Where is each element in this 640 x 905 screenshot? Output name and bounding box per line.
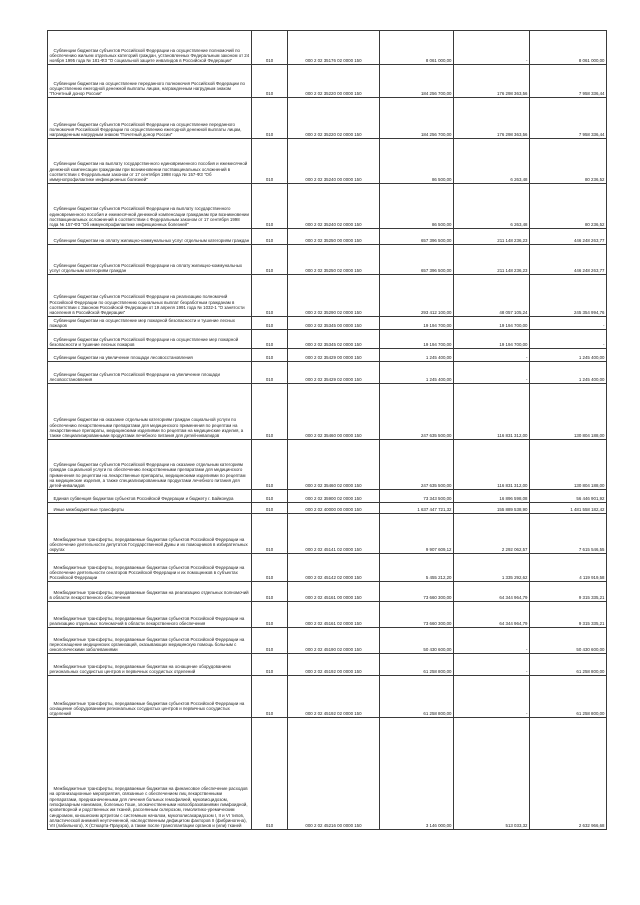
row-name-cell: Межбюджетные трансферты, передаваемые бюджетам субъектов Российской Федерации на обеспечение деятельности депутатов Государственной Думы и их помощников в избирательных округах <box>48 514 252 554</box>
row-unexecuted-amount-cell: 9 315 335,21 <box>530 582 607 602</box>
table-row <box>48 676 607 718</box>
row-approved-amount-cell: 293 412 100,00 <box>380 275 454 317</box>
row-executed-amount-cell: 1 335 292,62 <box>454 554 530 582</box>
row-line-code-cell: 010 <box>252 229 288 245</box>
row-unexecuted-amount-cell: 50 430 600,00 <box>530 628 607 654</box>
row-approved-amount-cell: 184 256 700,00 <box>380 98 454 139</box>
row-line-code-cell: 010 <box>252 65 288 98</box>
row-line-code-cell: 010 <box>252 245 288 275</box>
row-executed-amount-cell: - <box>454 349 530 362</box>
row-approved-amount-cell: 86 500,00 <box>380 139 454 184</box>
row-approved-amount-cell: 73 343 500,00 <box>380 490 454 503</box>
row-unexecuted-amount-cell: 9 315 335,21 <box>530 602 607 628</box>
row-unexecuted-amount-cell: 7 958 336,44 <box>530 65 607 98</box>
table-row <box>48 582 607 602</box>
row-executed-amount-cell: 211 148 236,23 <box>454 229 530 245</box>
row-unexecuted-amount-cell: 1 481 558 182,42 <box>530 503 607 514</box>
row-budget-code-cell: 000 2 02 35345 02 0000 150 <box>288 330 380 349</box>
table-row <box>48 184 607 229</box>
row-executed-amount-cell: 6 263,48 <box>454 184 530 229</box>
row-line-code-cell: 010 <box>252 440 288 490</box>
row-name-cell: Иные межбюджетные трансферты <box>48 503 252 514</box>
row-line-code-cell: 010 <box>252 317 288 330</box>
row-budget-code-cell: 000 2 02 45142 02 0000 150 <box>288 554 380 582</box>
row-unexecuted-amount-cell: 4 119 919,58 <box>530 554 607 582</box>
table-row <box>48 718 607 830</box>
row-unexecuted-amount-cell: 1 245 400,00 <box>530 349 607 362</box>
row-approved-amount-cell: 1 245 400,00 <box>380 349 454 362</box>
row-approved-amount-cell: 19 194 700,00 <box>380 317 454 330</box>
row-name-cell: Субвенции бюджетам субъектов Российской Федерации на осуществление мер пожарной безопасности и тушение лесных пожаров <box>48 330 252 349</box>
row-budget-code-cell: 000 2 02 35429 00 0000 150 <box>288 349 380 362</box>
row-approved-amount-cell: 657 396 500,00 <box>380 229 454 245</box>
row-executed-amount-cell: - <box>454 31 530 65</box>
row-budget-code-cell: 000 2 02 45216 00 0000 150 <box>288 718 380 830</box>
row-unexecuted-amount-cell: 80 236,52 <box>530 139 607 184</box>
row-name-cell: Субвенции бюджетам субъектов Российской Федерации на выплату государственного единовременного пособия и ежемесячной денежной компенсации гражданам при возникновении поствакцинальных осложнений в соответствии с Федеральным законом от 17 сентября 1998 года № 157-ФЗ "Об иммунопрофилактике инфекционных болезней" <box>48 184 252 229</box>
row-approved-amount-cell: 247 635 500,00 <box>380 384 454 440</box>
row-unexecuted-amount-cell: 61 258 800,00 <box>530 676 607 718</box>
row-budget-code-cell: 000 2 02 45141 02 0000 150 <box>288 514 380 554</box>
table-row <box>48 440 607 490</box>
row-line-code-cell: 010 <box>252 676 288 718</box>
row-executed-amount-cell: 16 896 598,08 <box>454 490 530 503</box>
table-row <box>48 554 607 582</box>
row-line-code-cell: 010 <box>252 31 288 65</box>
row-executed-amount-cell: 64 344 964,79 <box>454 602 530 628</box>
row-approved-amount-cell: 86 500,00 <box>380 184 454 229</box>
row-name-cell: Субвенции бюджетам субъектов Российской Федерации на оплату жилищно-коммунальных услуг отдельным категориям граждан <box>48 245 252 275</box>
row-budget-code-cell: 000 2 02 45192 02 0000 150 <box>288 676 380 718</box>
row-executed-amount-cell: - <box>454 628 530 654</box>
table-row <box>48 602 607 628</box>
row-name-cell: Межбюджетные трансферты, передаваемые бюджетам на оснащение оборудованием региональных сосудистых центров и первичных сосудистых отделений <box>48 654 252 676</box>
row-name-cell: Межбюджетные трансферты, передаваемые бюджетам субъектов Российской Федерации на переоснащение медицинских организаций, оказывающих медицинскую помощь больным с онкологическими заболеваниями <box>48 628 252 654</box>
row-approved-amount-cell: 1 637 447 721,32 <box>380 503 454 514</box>
row-unexecuted-amount-cell: 8 061 000,00 <box>530 31 607 65</box>
row-unexecuted-amount-cell: 80 236,52 <box>530 184 607 229</box>
row-budget-code-cell: 000 2 02 35220 02 0000 150 <box>288 98 380 139</box>
row-line-code-cell: 010 <box>252 349 288 362</box>
row-unexecuted-amount-cell: 56 446 901,92 <box>530 490 607 503</box>
row-executed-amount-cell: 513 033,32 <box>454 718 530 830</box>
table-row <box>48 31 607 65</box>
table-row <box>48 654 607 676</box>
row-budget-code-cell: 000 2 02 35290 02 0000 150 <box>288 275 380 317</box>
row-approved-amount-cell: 5 455 212,20 <box>380 554 454 582</box>
row-name-cell: Субвенции бюджетам субъектов Российской Федерации на осуществление полномочий по обеспечению жильем отдельных категорий граждан, установленных Федеральным законом от 24 ноября 1995 года № 181-ФЗ "О социальной защите инвалидов в Российской Федерации" <box>48 31 252 65</box>
row-executed-amount-cell: 176 298 363,56 <box>454 65 530 98</box>
row-line-code-cell: 010 <box>252 654 288 676</box>
row-unexecuted-amount-cell: 2 632 966,68 <box>530 718 607 830</box>
row-budget-code-cell: 000 2 02 35176 02 0000 150 <box>288 31 380 65</box>
row-line-code-cell: 010 <box>252 718 288 830</box>
row-approved-amount-cell: 19 194 700,00 <box>380 330 454 349</box>
row-unexecuted-amount-cell: 245 354 994,76 <box>530 275 607 317</box>
row-executed-amount-cell: - <box>454 654 530 676</box>
row-name-cell: Субвенции бюджетам субъектов Российской Федерации на оказание отдельным категориям граждан социальной услуги по обеспечению лекарственными препаратами для медицинского применения по рецептам на лекарственные препараты, медицинскими изделиями по рецептам на медицинские изделия, а также специализированными продуктами лечебного питания для детей-инвалидов <box>48 440 252 490</box>
row-budget-code-cell: 000 2 02 45192 00 0000 150 <box>288 654 380 676</box>
row-budget-code-cell: 000 2 02 35240 02 0000 150 <box>288 184 380 229</box>
row-executed-amount-cell: 155 889 538,90 <box>454 503 530 514</box>
row-budget-code-cell: 000 2 02 35460 02 0000 150 <box>288 440 380 490</box>
table-row <box>48 490 607 503</box>
row-approved-amount-cell: 61 258 800,00 <box>380 676 454 718</box>
row-approved-amount-cell: 61 258 800,00 <box>380 654 454 676</box>
row-budget-code-cell: 000 2 02 35220 00 0000 150 <box>288 65 380 98</box>
row-budget-code-cell: 000 2 02 45161 00 0000 150 <box>288 582 380 602</box>
row-unexecuted-amount-cell: 1 245 400,00 <box>530 362 607 384</box>
row-approved-amount-cell: 247 635 500,00 <box>380 440 454 490</box>
row-approved-amount-cell: 3 146 000,00 <box>380 718 454 830</box>
table-row <box>48 384 607 440</box>
row-line-code-cell: 010 <box>252 602 288 628</box>
row-name-cell: Субвенции бюджетам на оказание отдельным категориям граждан социальной услуги по обеспечению лекарственными препаратами для медицинского применения по рецептам на лекарственные препараты, медицинскими изделиями по рецептам на медицинские изделия, а также специализированными продуктами лечебного питания для детей-инвалидов <box>48 384 252 440</box>
table-row <box>48 98 607 139</box>
table-row <box>48 514 607 554</box>
row-name-cell: Межбюджетные трансферты, передаваемые бюджетам на финансовое обеспечение расходов на организационные мероприятия, связанные с обеспечением лиц лекарственными препаратами, предназначенными для лечения больных гемофилией, муковисцидозом, гипофизарным нанизмом, болезнью Гоше, злокачественными новообразованиями лимфоидной, кроветворной и родственных им тканей, рассеянным склерозом, гемолитико-уремическим синдромом, юношеским артритом с системным началом, мукополисахаридозом I, II и VI типов, апластической анемией неуточненной, наследственным дефицитом факторов II (фибриногена), VII (лабильного), X (Стюарта-Прауэра), а также после трансплантации органов и (или) тканей <box>48 718 252 830</box>
row-executed-amount-cell: - <box>454 676 530 718</box>
table-row <box>48 628 607 654</box>
row-line-code-cell: 010 <box>252 628 288 654</box>
table-row <box>48 317 607 330</box>
row-executed-amount-cell: 211 148 236,23 <box>454 245 530 275</box>
row-executed-amount-cell: 176 298 363,56 <box>454 98 530 139</box>
table-row <box>48 349 607 362</box>
row-name-cell: Межбюджетные трансферты, передаваемые бюджетам субъектов Российской Федерации на оснащение оборудованием региональных сосудистых центров и первичных сосудистых отделений <box>48 676 252 718</box>
row-executed-amount-cell: 2 292 062,57 <box>454 514 530 554</box>
row-budget-code-cell: 000 2 02 35240 00 0000 150 <box>288 139 380 184</box>
row-budget-code-cell: 000 2 02 35250 00 0000 150 <box>288 229 380 245</box>
row-name-cell: Субвенции бюджетам на осуществление мер пожарной безопасности и тушение лесных пожаров <box>48 317 252 330</box>
row-approved-amount-cell: 50 430 600,00 <box>380 628 454 654</box>
row-approved-amount-cell: 184 256 700,00 <box>380 65 454 98</box>
row-name-cell: Субвенции бюджетам на осуществление переданного полномочия Российской Федерации по осуществлению ежегодной денежной выплаты лицам, награжденным нагрудным знаком "Почетный донор России" <box>48 65 252 98</box>
row-line-code-cell: 010 <box>252 503 288 514</box>
row-executed-amount-cell: 6 263,48 <box>454 139 530 184</box>
row-budget-code-cell: 000 2 02 45161 02 0000 150 <box>288 602 380 628</box>
row-name-cell: Единая субвенция бюджетам субъектов Российской Федерации и бюджету г. Байконура <box>48 490 252 503</box>
row-approved-amount-cell: 73 660 300,00 <box>380 582 454 602</box>
row-unexecuted-amount-cell: 7 615 546,55 <box>530 514 607 554</box>
row-approved-amount-cell: 73 660 300,00 <box>380 602 454 628</box>
row-name-cell: Субвенции бюджетам субъектов Российской Федерации на реализацию полномочий Российской Федерации по осуществлению социальных выплат безработным гражданам в соответствии с Законом Российской Федерации от 19 апреля 1991 года № 1032-1 "О занятости населения в Российской Федерации" <box>48 275 252 317</box>
row-executed-amount-cell: 64 344 964,79 <box>454 582 530 602</box>
row-name-cell: Межбюджетные трансферты, передаваемые бюджетам на реализацию отдельных полномочий в области лекарственного обеспечения <box>48 582 252 602</box>
row-budget-code-cell: 000 2 02 35429 02 0000 150 <box>288 362 380 384</box>
row-name-cell: Межбюджетные трансферты, передаваемые бюджетам субъектов Российской Федерации на реализацию отдельных полномочий в области лекарственного обеспечения <box>48 602 252 628</box>
row-line-code-cell: 010 <box>252 98 288 139</box>
row-line-code-cell: 010 <box>252 275 288 317</box>
row-unexecuted-amount-cell: 61 258 800,00 <box>530 654 607 676</box>
row-budget-code-cell: 000 2 02 40000 00 0000 150 <box>288 503 380 514</box>
row-line-code-cell: 010 <box>252 554 288 582</box>
row-unexecuted-amount-cell: - <box>530 330 607 349</box>
row-budget-code-cell: 000 2 02 35460 00 0000 150 <box>288 384 380 440</box>
table-row <box>48 330 607 349</box>
row-executed-amount-cell: 116 831 312,00 <box>454 440 530 490</box>
row-line-code-cell: 010 <box>252 490 288 503</box>
row-line-code-cell: 010 <box>252 384 288 440</box>
row-approved-amount-cell: 8 061 000,00 <box>380 31 454 65</box>
row-budget-code-cell: 000 2 02 45190 02 0000 150 <box>288 628 380 654</box>
row-unexecuted-amount-cell: 446 248 263,77 <box>530 229 607 245</box>
row-name-cell: Субвенции бюджетам субъектов Российской Федерации на осуществление переданного полномочия Российской Федерации по осуществлению ежегодной денежной выплаты лицам, награжденным нагрудным знаком "Почетный донор России" <box>48 98 252 139</box>
row-executed-amount-cell: - <box>454 362 530 384</box>
row-approved-amount-cell: 1 245 400,00 <box>380 362 454 384</box>
row-name-cell: Субвенции бюджетам на оплату жилищно-коммунальных услуг отдельным категориям граждан <box>48 229 252 245</box>
row-name-cell: Межбюджетные трансферты, передаваемые бюджетам субъектов Российской Федерации на обеспечение деятельности сенаторов Российской Федерации и их помощников в субъектах Российской Федерации <box>48 554 252 582</box>
row-line-code-cell: 010 <box>252 139 288 184</box>
table-row <box>48 503 607 514</box>
row-unexecuted-amount-cell: 7 958 336,44 <box>530 98 607 139</box>
row-unexecuted-amount-cell: 130 804 188,00 <box>530 440 607 490</box>
row-name-cell: Субвенции бюджетам на увеличение площади лесовосстановления <box>48 349 252 362</box>
row-unexecuted-amount-cell: - <box>530 317 607 330</box>
row-name-cell: Субвенции бюджетам субъектов Российской Федерации на увеличение площади лесовосстановления <box>48 362 252 384</box>
row-executed-amount-cell: 19 194 700,00 <box>454 330 530 349</box>
table-row <box>48 245 607 275</box>
row-budget-code-cell: 000 2 02 35900 02 0000 150 <box>288 490 380 503</box>
row-line-code-cell: 010 <box>252 330 288 349</box>
table-row <box>48 139 607 184</box>
table-row <box>48 275 607 317</box>
row-line-code-cell: 010 <box>252 184 288 229</box>
row-budget-code-cell: 000 2 02 35345 00 0000 150 <box>288 317 380 330</box>
row-executed-amount-cell: 19 194 700,00 <box>454 317 530 330</box>
table-row <box>48 65 607 98</box>
row-unexecuted-amount-cell: 446 248 263,77 <box>530 245 607 275</box>
row-line-code-cell: 010 <box>252 582 288 602</box>
row-line-code-cell: 010 <box>252 514 288 554</box>
row-executed-amount-cell: 116 831 312,00 <box>454 384 530 440</box>
table-body <box>48 31 607 830</box>
row-approved-amount-cell: 657 396 500,00 <box>380 245 454 275</box>
row-executed-amount-cell: 48 057 105,24 <box>454 275 530 317</box>
row-approved-amount-cell: 9 907 609,12 <box>380 514 454 554</box>
table-row <box>48 362 607 384</box>
row-name-cell: Субвенции бюджетам на выплату государственного единовременного пособия и ежемесячной денежной компенсации гражданам при возникновении поствакцинальных осложнений в соответствии с Федеральным законом от 17 сентября 1998 года № 157-ФЗ "Об иммунопрофилактике инфекционных болезней" <box>48 139 252 184</box>
row-unexecuted-amount-cell: 130 804 188,00 <box>530 384 607 440</box>
row-line-code-cell: 010 <box>252 362 288 384</box>
budget-execution-table <box>47 30 607 830</box>
row-budget-code-cell: 000 2 02 35250 02 0000 150 <box>288 245 380 275</box>
table-row <box>48 229 607 245</box>
